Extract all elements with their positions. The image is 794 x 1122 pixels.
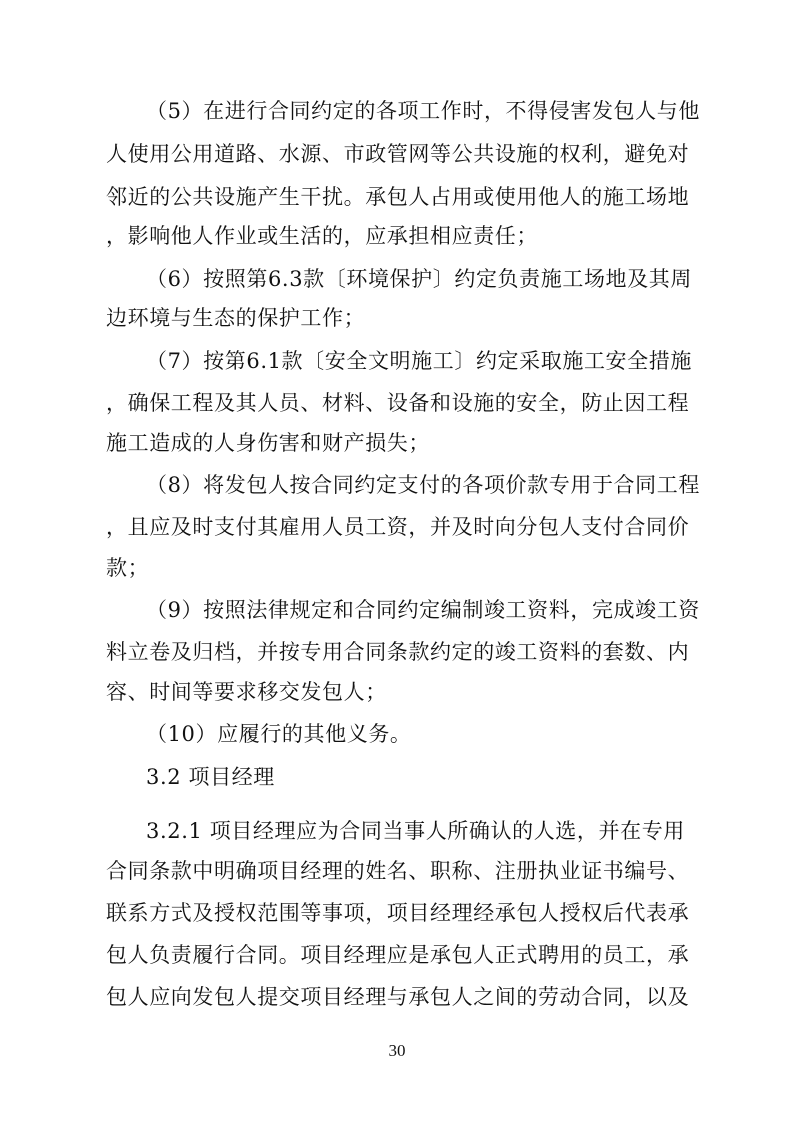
text-line: （5）在进行合同约定的各项工作时，不得侵害发包人与他 [146, 99, 700, 123]
text-line: 邻近的公共设施产生干扰。承包人占用或使用他人的施工场地 [106, 185, 690, 209]
text-line: （10）应履行的其他义务。 [146, 722, 412, 746]
text-line: （9）按照法律规定和合同约定编制竣工资料，完成竣工资 [146, 598, 700, 622]
text-line: 联系方式及授权范围等事项，项目经理经承包人授权后代表承 [106, 901, 690, 925]
text-line: 料立卷及归档，并按专用合同条款约定的竣工资料的套数、内 [106, 640, 690, 664]
section-title: 3.2 项目经理 [146, 765, 275, 789]
text-line: 容、时间等要求移交发包人； [106, 680, 387, 704]
text-line: 3.2.1 项目经理应为合同当事人所确认的人选，并在专用 [146, 819, 685, 843]
text-line: （7）按第6.1款〔安全文明施工〕约定采取施工安全措施 [146, 349, 692, 373]
text-line: （8）将发包人按合同约定支付的各项价款专用于合同工程 [146, 473, 700, 497]
page-number: 30 [388, 1041, 406, 1060]
text-line: 包人应向发包人提交项目经理与承包人之间的劳动合同，以及 [106, 985, 690, 1009]
text-line: 施工造成的人身伤害和财产损失； [106, 431, 430, 455]
text-line: ，且应及时支付其雇用人员工资，并及时向分包人支付合同价 [106, 515, 690, 539]
text-line: 合同条款中明确项目经理的姓名、职称、注册执业证书编号、 [106, 859, 690, 883]
text-line: 款； [106, 556, 150, 580]
text-line: 人使用公用道路、水源、市政管网等公共设施的权利，避免对 [106, 142, 690, 166]
text-line: ，影响他人作业或生活的，应承担相应责任； [106, 224, 538, 248]
text-line: （6）按照第6.3款〔环境保护〕约定负责施工场地及其周 [146, 267, 692, 291]
text-line: 边环境与生态的保护工作； [106, 306, 366, 330]
text-line: ，确保工程及其人员、材料、设备和设施的安全，防止因工程 [106, 391, 690, 415]
text-line: 包人负责履行合同。项目经理应是承包人正式聘用的员工，承 [106, 943, 690, 967]
